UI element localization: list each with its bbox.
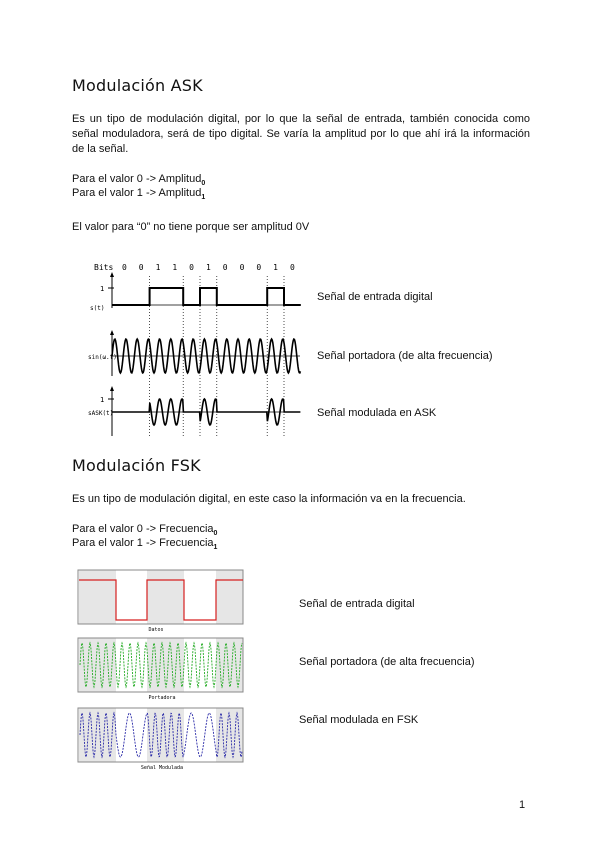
fsk-caption-input: Señal de entrada digital <box>299 598 415 610</box>
bit-value: 0 <box>239 263 245 272</box>
carrier-plot-label: Portadora <box>148 695 176 701</box>
input-signal-label: s(t) <box>90 305 105 312</box>
bit-value: 0 <box>189 263 195 272</box>
bit-zero-shade <box>147 708 184 762</box>
modulated-plot-label: Señal Modulada <box>140 765 184 771</box>
bit-value: 0 <box>289 263 295 272</box>
fsk-value0-sub: 0 <box>213 530 218 537</box>
bit-zero-shade <box>147 570 184 624</box>
fsk-diagram <box>76 568 246 772</box>
ask-modulated-signal <box>88 386 300 436</box>
fsk-value1 <box>72 536 217 552</box>
ask-input-signal <box>90 272 301 312</box>
bit-zero-shade <box>216 570 243 624</box>
carrier-axis-arrow <box>110 330 114 335</box>
ask-caption-carrier: Señal portadora (de alta frecuencia) <box>317 350 493 362</box>
input-axis-arrow <box>110 272 114 277</box>
bit-value: 1 <box>273 263 279 272</box>
bit-value: 0 <box>121 263 127 272</box>
ask-value1-text: Para el valor 1 -> Amplitud <box>72 187 202 199</box>
carrier-signal-label: sin(ω.t) <box>88 354 117 361</box>
fsk-data-plot <box>78 570 243 633</box>
data-plot-label: Datos <box>148 627 164 633</box>
bit-value: 0 <box>222 263 228 272</box>
fsk-carrier-plot <box>78 638 243 701</box>
ask-caption-modulated: Señal modulada en ASK <box>317 407 437 419</box>
ask-carrier-signal <box>88 330 300 376</box>
fsk-caption-modulated: Señal modulada en FSK <box>299 714 419 726</box>
ask-value1 <box>72 186 205 202</box>
bits-label: Bits <box>94 263 114 272</box>
fsk-value0-text: Para el valor 0 -> Frecuencia <box>72 523 214 535</box>
bits-row <box>94 263 295 272</box>
ask-level-one: 1 <box>100 396 105 404</box>
ask-paragraph: Es un tipo de modulación digital, por lo que la señal de entrada, también conocida como señal moduladora, será de tipo digital. Se varía la amplitud por lo que ahí irá la información de la señal. <box>72 113 530 155</box>
ask-signal-label: sASK(t) <box>88 410 114 417</box>
page-number: 1 <box>519 799 526 811</box>
ask-value1-sub: 1 <box>201 194 206 201</box>
bit-value: 0 <box>256 263 262 272</box>
ask-value0-sub: 0 <box>201 180 206 187</box>
bit-value: 1 <box>172 263 178 272</box>
bit-value: 1 <box>155 263 161 272</box>
ask-diagram <box>88 256 308 438</box>
fsk-modulated-plot <box>78 708 243 771</box>
ask-note: El valor para “0” no tiene porque ser amplitud 0V <box>72 221 310 233</box>
fsk-caption-carrier: Señal portadora (de alta frecuencia) <box>299 656 475 668</box>
input-waveform <box>112 288 301 305</box>
bit-value: 1 <box>205 263 211 272</box>
bit-value: 0 <box>138 263 144 272</box>
ask-axis-arrow <box>110 386 114 391</box>
ask-value0-text: Para el valor 0 -> Amplitud <box>72 173 202 185</box>
ask-caption-input: Señal de entrada digital <box>317 291 433 303</box>
fsk-value1-text: Para el valor 1 -> Frecuencia <box>72 537 214 549</box>
bit-zero-shade <box>79 570 116 624</box>
fsk-title: Modulación FSK <box>72 456 201 475</box>
data-plot-shading <box>79 570 243 624</box>
fsk-paragraph: Es un tipo de modulación digital, en este caso la información va en la frecuencia. <box>72 493 466 505</box>
fsk-value1-sub: 1 <box>213 544 218 551</box>
input-level-one: 1 <box>100 285 105 293</box>
ask-title: Modulación ASK <box>72 76 203 95</box>
